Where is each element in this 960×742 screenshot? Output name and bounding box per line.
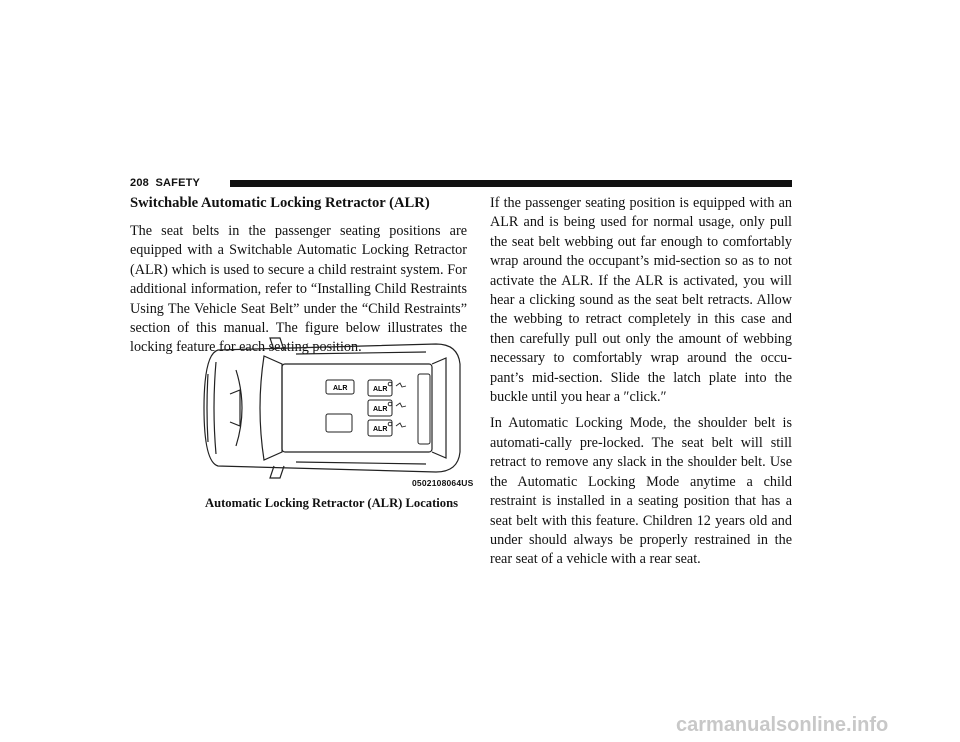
alr-label-rear-3: ALR xyxy=(373,426,388,433)
section-title: SAFETY xyxy=(155,177,201,189)
page-number xyxy=(130,177,206,189)
page-header xyxy=(130,178,792,190)
right-column xyxy=(490,194,792,577)
site-watermark: carmanualsonline.info xyxy=(676,714,889,736)
figure-caption: Automatic Locking Retractor (ALR) Locations xyxy=(204,496,458,510)
vehicle-top-view-diagram xyxy=(196,334,468,494)
vehicle-figure xyxy=(196,334,468,494)
header-rule xyxy=(230,180,792,187)
locking-mode-paragraph: In Automatic Locking Mode, the shoulder belt is automati-cally pre-locked. The seat belt will still retract to remove any slack in the shoulder belt. Use the Automatic Locking Mode anytime a child restraint is installed in a seating position that has a seat belt with this feature. Children 12 years old and under should always be properly restrained in the rear seat of a vehicle with a rear seat. xyxy=(490,415,792,568)
section-heading: Switchable Automatic Locking Retractor (ALR) xyxy=(130,195,430,211)
page-number-value: 208 xyxy=(130,177,149,189)
usage-paragraph: If the passenger seating position is equipped with an ALR and is being used for normal usage, only pull the seat belt webbing out far enough to comfortably wrap around the occupant’s mid-section so as to not activate the ALR. If the ALR is activated, you will hear a clicking sound as the seat belt retracts. Allow the webbing to retract completely in this case and then carefully pull out only the amount of webbing necessary to comfortably wrap around the occu-pant’s mid-section. Slide the latch plate into the buckle until you hear a ″click.″ xyxy=(490,195,792,406)
figure-code: 0502108064US xyxy=(412,478,474,488)
alr-label-rear-1: ALR xyxy=(373,386,388,393)
intro-paragraph: The seat belts in the passenger seating positions are equipped with a Switchable Automatic Locking Retractor (ALR) which is used to secure a child restraint system. For additional information, refer to “Installing Child Restraints Using The Vehicle Seat Belt” under the “Child Restraints” section of this manual. The figure below illustrates the locking feature for each seating position. xyxy=(130,223,467,356)
alr-label-front: ALR xyxy=(333,385,348,392)
alr-label-rear-2: ALR xyxy=(373,406,388,413)
